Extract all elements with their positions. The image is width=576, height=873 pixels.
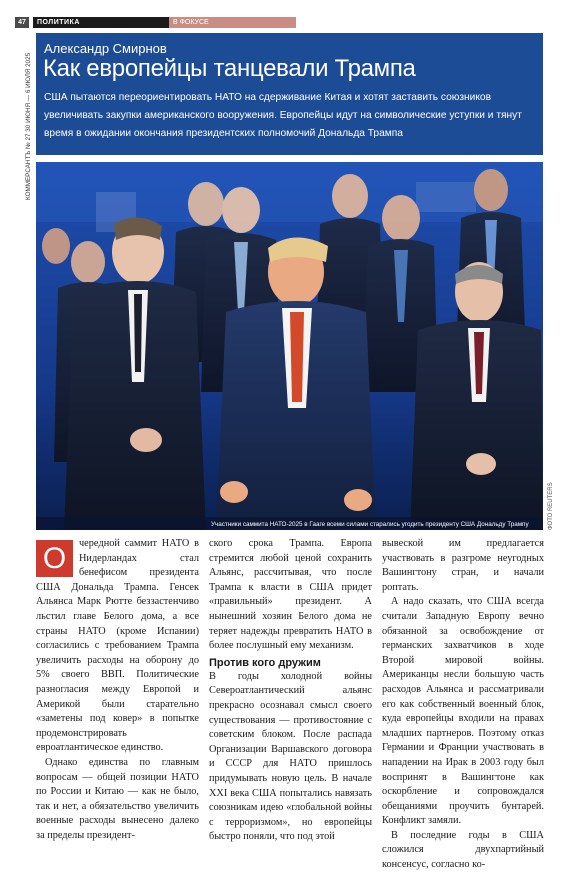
paragraph: вывеской им предлагается участвовать в разгроме неугодных Вашингтону стран, и начали роптать. (382, 538, 544, 593)
paragraph: Однако единства по главным вопросам — общей позиции НАТО по России и Китаю — как не было, так и нет, а обязательство увеличить военные расходы вынесено далеко за пределы президент- (36, 756, 199, 841)
issue-line (14, 40, 32, 200)
rubric-label: В ФОКУСЕ (169, 17, 296, 28)
article-header (36, 33, 543, 155)
article-column-2 (209, 537, 372, 845)
summit-photo-illustration (36, 162, 543, 530)
article-photo (36, 162, 543, 530)
paragraph: А надо сказать, что США всегда считали Западную Европу вечно обязанной за освобождение от германских захватчиков в ходе Второй мировой войны. Американцы несли большую часть расходов Альянса и рассматривали его как собственный военный блок, куда европейцы входили на правах младших партнеров. Поэтому отказ Германии и Франции участвовать в нападении на Ирак в 2003 году был воспринят в Вашингтоне как оскорбление и сопровождался обещаниями проучить бунтарей. Конфликт замяли. (382, 596, 544, 827)
paragraph: В годы холодной войны Североатлантический альянс прекрасно осознавал смысл своего существования — противостояние с советским блоком. После распада Организации Варшавского договора и СССР для НАТО пришлось придумывать новую цель. В начале XXI века США попытались навязать союзникам идею «глобальной войны с терроризмом», но европейцы быстро поняли, что под этой (209, 670, 372, 843)
article-column-3 (382, 537, 544, 873)
article-column-1 (36, 537, 199, 843)
paragraph: В последние годы в США сложился двухпартийный консенсус, согласно ко- (382, 829, 544, 871)
author-name: Александр Смирнов (44, 41, 167, 56)
photo-caption: Участники саммита НАТО-2025 в Гааге всеми силами старались угодить президенту США Дональду Трампу (211, 521, 529, 528)
subheading: Против кого дружим (209, 656, 321, 669)
section-label: ПОЛИТИКА (33, 17, 169, 28)
photo-credit: ФОТО REUTERS (548, 482, 554, 530)
page-number: 47 (15, 17, 29, 28)
issue-line-text: КОММЕРСАНТЪ № 27 30 ИЮНЯ — 6 ИЮЛЯ 2025 (25, 52, 32, 200)
paragraph: ского срока Трампа. Европа стремится любой ценой сохранить Альянс, рассчитывая, что после Трампа к власти в США придет «правильный» президент. А нынешний хозяин Белого дома не теряет надежды превратить НАТО в более послушный ему механизм. (209, 538, 372, 652)
article-lead: США пытаются переориентировать НАТО на сдерживание Китая и хотят заставить союзников увеличивать закупки американского вооружения. Европейцы идут на символические уступки и тянут время в ожидании окончания президентских полномочий Дональда Трампа (44, 92, 522, 139)
drop-cap: О (36, 540, 73, 577)
top-bar (15, 17, 561, 28)
article-title: Как европейцы танцевали Трампа (43, 55, 416, 82)
paragraph: черeдной саммит НАТО в Нидерландах стал бенефисом президента США Дональда Трампа. Генсек Альянса Марк Рютте беззастенчиво льстил главе Белого дома, а все страны НАТО (кроме Испании) согласились с требованием Трампа увеличить расходы на оборону до 5% своего ВВП. Политические разногласия между Европой и Америкой были старательно «заметены под ковер» в попытке продемонстрировать евроатлантическое единство. (36, 538, 199, 754)
